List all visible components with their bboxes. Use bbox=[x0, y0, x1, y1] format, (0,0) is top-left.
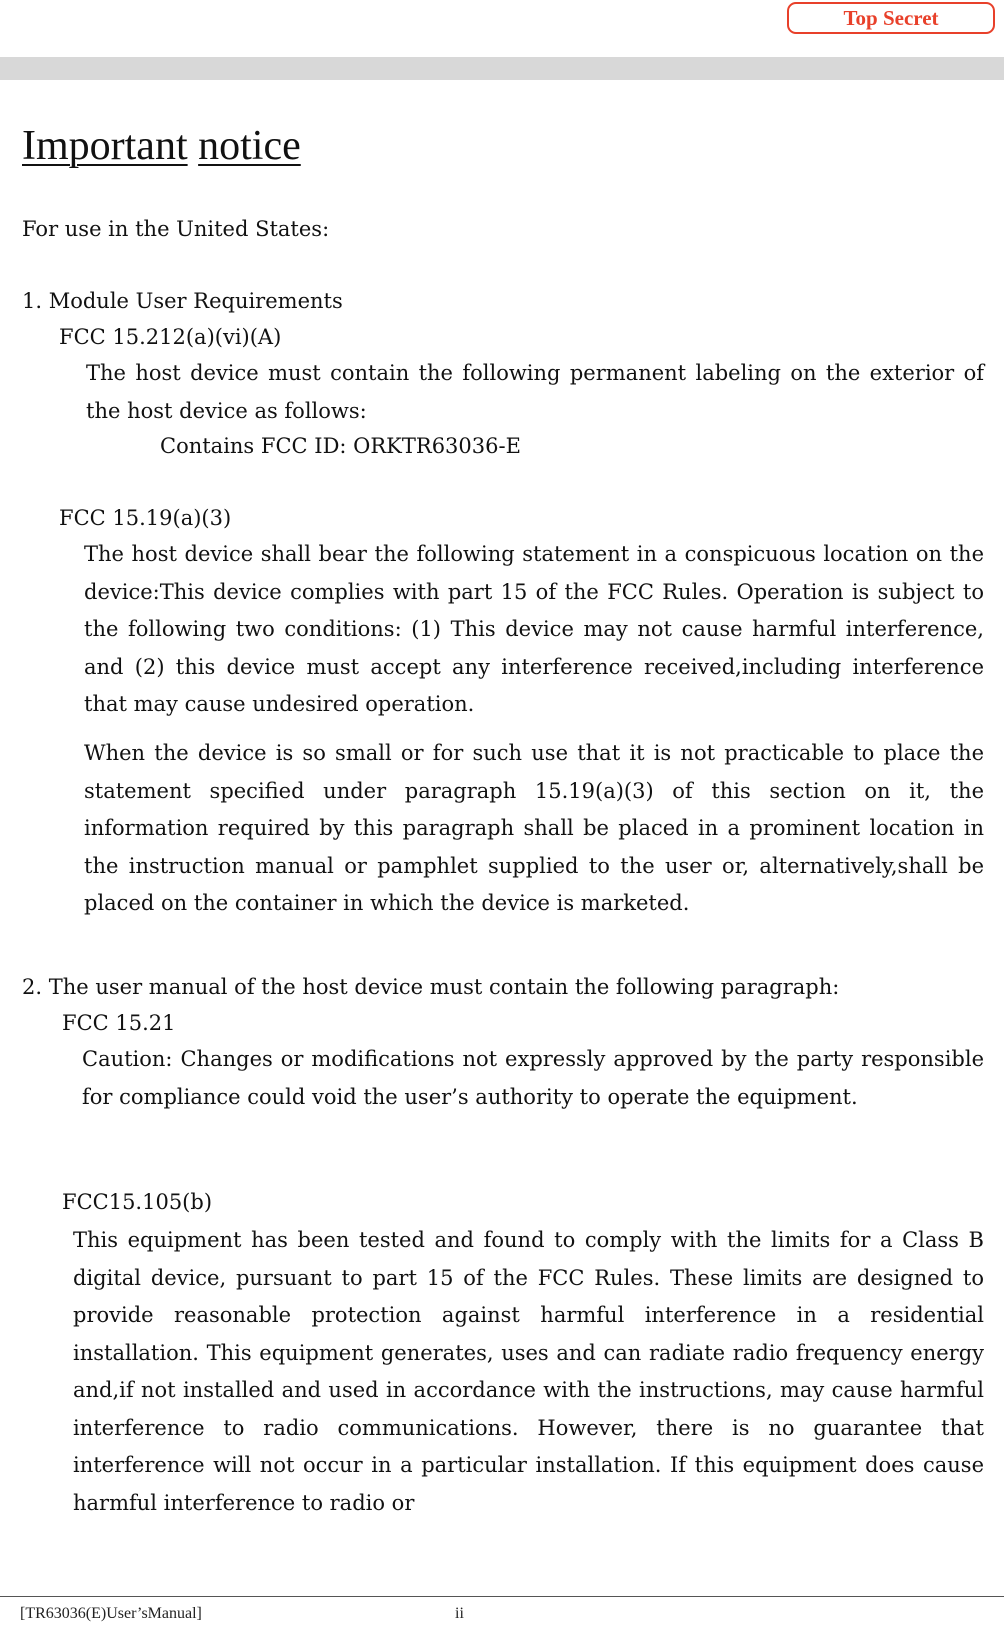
footer-divider bbox=[0, 1596, 1004, 1597]
fcc-15-19-label: FCC 15.19(a)(3) bbox=[59, 506, 232, 530]
fcc-15-212-body: The host device must contain the following permanent labeling on the exterior of the host device as follows: bbox=[86, 361, 984, 423]
section2-heading: 2. The user manual of the host device must contain the following paragraph: bbox=[22, 975, 840, 999]
fcc-15-21-body: Caution: Changes or modifications not expressly approved by the party responsible for compliance could void the user’s authority to operate the equipment. bbox=[82, 1047, 984, 1109]
intro-text: For use in the United States: bbox=[22, 217, 330, 241]
page-title bbox=[22, 118, 301, 174]
fcc-id-line: Contains FCC ID: ORKTR63036-E bbox=[160, 434, 521, 458]
header-band bbox=[0, 57, 1004, 80]
footer-document-name: [TR63036(E)User’sManual] bbox=[20, 1605, 202, 1622]
fcc-15-105-label: FCC15.105(b) bbox=[62, 1190, 213, 1214]
title-word-important: Important bbox=[22, 123, 188, 169]
fcc-15-212-label: FCC 15.212(a)(ⅵ)(A) bbox=[59, 325, 282, 349]
fcc-15-19-paragraph-1: The host device shall bear the following statement in a conspicuous location on the device:This device complies with part 15 of the FCC Rules. Operation is subject to the following two conditions: (1) This device may not cause harmful interference, and (2) this device must accept any interference received,including interference that may cause undesired operation. bbox=[84, 542, 984, 716]
section1-heading: 1. Module User Requirements bbox=[22, 289, 343, 313]
fcc-15-21-label: FCC 15.21 bbox=[62, 1011, 176, 1035]
fcc-15-19-paragraph-2: When the device is so small or for such use that it is not practicable to place the statement specified under paragraph 15.19(a)(3) of this section on it, the information required by this paragraph shall be placed in a prominent location in the instruction manual or pamphlet supplied to the user or, alternatively,shall be placed on the container in which the device is marketed. bbox=[84, 741, 984, 915]
footer-page-number: ii bbox=[455, 1605, 464, 1622]
fcc-15-105-body: This equipment has been tested and found to comply with the limits for a Class B digital device, pursuant to part 15 of the FCC Rules. These limits are designed to provide reasonable protection against harmful interference in a residential installation. This equipment generates, uses and can radiate radio frequency energy and,if not installed and used in accordance with the instructions, may cause harmful interference to radio communications. However, there is no guarantee that interference will not occur in a particular installation. If this equipment does cause harmful interference to radio or bbox=[73, 1228, 984, 1515]
top-secret-stamp: Top Secret bbox=[787, 2, 995, 34]
title-word-notice: notice bbox=[198, 123, 301, 169]
